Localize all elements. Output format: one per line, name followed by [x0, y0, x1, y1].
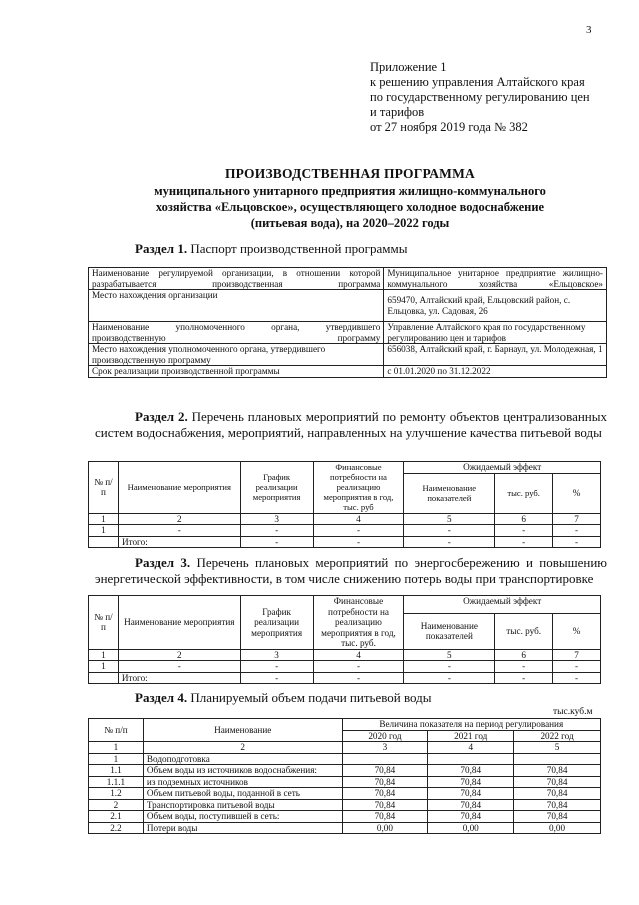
table-cell: Объем питьевой воды, поданной в сеть	[143, 788, 342, 800]
table-cell: 2.2	[89, 822, 144, 834]
table-cell: 70,84	[428, 811, 514, 823]
table-cell: 5	[404, 513, 495, 525]
table-cell: 6	[495, 513, 553, 525]
table-cell: Муниципальное унитарное предприятие жилищно-коммунального хозяйства «Ельцовское»	[384, 268, 607, 290]
table-cell: Итого:	[118, 672, 240, 684]
appendix-line: по государственному регулированию цен	[370, 90, 590, 104]
section-label: Раздел 1.	[135, 241, 188, 256]
table-cell: Итого:	[118, 536, 240, 548]
table-cell	[428, 753, 514, 765]
table-row	[89, 661, 601, 673]
table-cell: 2	[118, 649, 240, 661]
table-cell: 2	[143, 742, 342, 754]
table-cell: 4	[313, 513, 404, 525]
table-row	[89, 799, 601, 811]
table-cell: 0,00	[342, 822, 428, 834]
table-cell: -	[313, 672, 404, 684]
table-cell: 70,84	[514, 776, 601, 788]
table-row	[89, 742, 601, 754]
column-header: Наименование показателей	[404, 473, 495, 513]
column-header: График реализации мероприятия	[240, 596, 313, 650]
page-title: ПРОИЗВОДСТВЕННАЯ ПРОГРАММА	[224, 166, 475, 181]
table-cell: -	[404, 525, 495, 537]
table-cell: -	[553, 672, 601, 684]
table-cell: Водоподготовка	[143, 753, 342, 765]
column-header: Наименование показателей	[404, 613, 495, 649]
table-cell	[342, 753, 428, 765]
table-cell: Объем воды, поступившей в сеть:	[143, 811, 342, 823]
table-cell: 7	[553, 649, 601, 661]
section-label: Раздел 4.	[135, 690, 188, 705]
table-cell: 1	[89, 525, 119, 537]
table-header-row	[89, 462, 601, 474]
table-cell	[89, 536, 119, 548]
column-header: тыс. руб.	[495, 473, 553, 513]
table-cell: 3	[240, 513, 313, 525]
table-header-row	[89, 596, 601, 614]
table-cell: 70,84	[342, 765, 428, 777]
table-cell: -	[240, 536, 313, 548]
table-cell: 70,84	[428, 765, 514, 777]
table-cell: 70,84	[514, 811, 601, 823]
table-cell: с 01.01.2020 по 31.12.2022	[384, 366, 607, 378]
table-cell: 5	[404, 649, 495, 661]
table-cell	[514, 753, 601, 765]
page-subtitle	[60, 183, 639, 231]
table-cell: 6	[495, 649, 553, 661]
appendix-line: к решению управления Алтайского края	[370, 75, 585, 89]
table-cell: 1.1.1	[89, 776, 144, 788]
table-cell: 1.1	[89, 765, 144, 777]
table-cell: -	[240, 672, 313, 684]
table-cell: 70,84	[514, 799, 601, 811]
column-header: Ожидаемый эффект	[404, 462, 601, 474]
page-number: 3	[586, 24, 592, 36]
table-cell: Срок реализации производственной программы	[89, 366, 384, 378]
table-row	[89, 822, 601, 834]
table-row	[89, 765, 601, 777]
table-row	[89, 268, 607, 290]
section3-table	[88, 595, 601, 684]
table-row	[89, 788, 601, 800]
section-title: Перечень плановых мероприятий по энергосбережению и повышению энергетической эффективности, в том числе снижению потерь воды при транспортировке	[95, 555, 607, 586]
table-cell: -	[240, 525, 313, 537]
section4-heading	[135, 690, 432, 706]
appendix-line: Приложение 1	[370, 60, 447, 74]
column-header: %	[553, 473, 601, 513]
table-cell: 3	[240, 649, 313, 661]
table-cell: -	[240, 661, 313, 673]
table-total-row	[89, 672, 601, 684]
subtitle-line: (питьевая вода), на 2020–2022 годы	[250, 216, 450, 230]
column-header: Финансовые потребности на реализацию мероприятия в год, тыс. руб	[313, 462, 404, 514]
section3-heading	[95, 555, 607, 587]
column-header: № п/п	[89, 596, 119, 650]
subtitle-line: муниципального унитарного предприятия жилищно-коммунального	[154, 184, 546, 198]
column-header: № п/п	[89, 462, 119, 514]
column-header: Наименование	[143, 719, 342, 742]
table-row	[89, 776, 601, 788]
section-label: Раздел 2.	[135, 409, 188, 424]
units-label: тыс.куб.м	[553, 707, 593, 717]
table-cell: 7	[553, 513, 601, 525]
column-header: %	[553, 613, 601, 649]
column-header: График реализации мероприятия	[240, 462, 313, 514]
table-row	[89, 344, 607, 366]
table-cell: -	[313, 525, 404, 537]
table-cell: -	[553, 661, 601, 673]
table-cell: -	[404, 672, 495, 684]
appendix-line: и тарифов	[370, 105, 425, 119]
table-cell: 2	[89, 799, 144, 811]
table-cell: 70,84	[514, 788, 601, 800]
table-cell: -	[313, 661, 404, 673]
table-cell: 1	[89, 753, 144, 765]
table-cell: 1	[89, 742, 144, 754]
subtitle-line: хозяйства «Ельцовское», осуществляющего холодное водоснабжение	[155, 200, 545, 214]
table-cell: 70,84	[428, 788, 514, 800]
table-cell: 70,84	[428, 799, 514, 811]
table-cell: 3	[342, 742, 428, 754]
table-cell: 1	[89, 649, 119, 661]
table-cell: 1	[89, 661, 119, 673]
table-row	[89, 290, 607, 322]
table-cell: Наименование регулируемой организации, в отношении которой разрабатывается производственная программа	[89, 268, 384, 290]
table-cell: 1	[89, 513, 119, 525]
column-header: Величина показателя на период регулирования	[342, 719, 600, 731]
table-cell: 70,84	[342, 788, 428, 800]
column-header: 2022 год	[514, 730, 601, 742]
column-header: тыс. руб.	[495, 613, 553, 649]
section-label: Раздел 3.	[135, 555, 191, 570]
table-cell: 2	[118, 513, 240, 525]
section4-table	[88, 718, 601, 834]
table-cell: -	[118, 525, 240, 537]
column-header: Наименование мероприятия	[118, 596, 240, 650]
table-cell: 0,00	[514, 822, 601, 834]
section2-heading	[95, 409, 607, 441]
table-row	[89, 525, 601, 537]
section-title: Планируемый объем подачи питьевой воды	[190, 690, 432, 705]
table-cell: 656038, Алтайский край, г. Барнаул, ул. Молодежная, 1	[384, 344, 607, 366]
table-row	[89, 513, 601, 525]
column-header: Наименование мероприятия	[118, 462, 240, 514]
table-cell: Место нахождения уполномоченного органа, утвердившего производственную программу	[89, 344, 384, 366]
table-cell: -	[313, 536, 404, 548]
table-cell: 70,84	[342, 776, 428, 788]
table-cell: Управление Алтайского края по государственному регулированию цен и тарифов	[384, 322, 607, 344]
table-cell: 4	[428, 742, 514, 754]
table-cell: 659470, Алтайский край, Ельцовский район, с. Ельцовка, ул. Садовая, 26	[384, 290, 607, 322]
table-cell: 1.2	[89, 788, 144, 800]
appendix-line: от 27 ноября 2019 года № 382	[370, 120, 528, 134]
table-cell: 2.1	[89, 811, 144, 823]
table-cell: -	[553, 536, 601, 548]
table-cell: Потери воды	[143, 822, 342, 834]
column-header: 2021 год	[428, 730, 514, 742]
table-cell: -	[404, 536, 495, 548]
table-cell: -	[495, 661, 553, 673]
table-cell: 0,00	[428, 822, 514, 834]
section-title: Паспорт производственной программы	[190, 241, 408, 256]
table-row	[89, 811, 601, 823]
column-header: Финансовые потребности на реализацию мероприятия в год, тыс. руб.	[313, 596, 404, 650]
table-cell: Наименование уполномоченного органа, утвердившего производственную программу	[89, 322, 384, 344]
table-cell: -	[404, 661, 495, 673]
table-row	[89, 649, 601, 661]
table-cell: 70,84	[342, 811, 428, 823]
appendix-block	[370, 60, 632, 135]
table-cell: -	[553, 525, 601, 537]
section-title: Перечень плановых мероприятий по ремонту объектов централизованных систем водоснабжения, мероприятий, направленных на улучшение качества питьевой воды	[95, 409, 607, 440]
table-cell: Объем воды из источников водоснабжения:	[143, 765, 342, 777]
column-header: № п/п	[89, 719, 144, 742]
table-cell: 4	[313, 649, 404, 661]
section2-table	[88, 461, 601, 548]
table-cell	[89, 672, 119, 684]
section1-heading	[135, 241, 407, 257]
table-cell: 5	[514, 742, 601, 754]
table-row	[89, 322, 607, 344]
table-cell: -	[495, 525, 553, 537]
table-row	[89, 366, 607, 378]
column-header: 2020 год	[342, 730, 428, 742]
column-header: Ожидаемый эффект	[404, 596, 601, 614]
passport-table	[88, 267, 607, 378]
table-row	[89, 753, 601, 765]
table-cell: -	[495, 536, 553, 548]
table-cell: -	[495, 672, 553, 684]
table-cell: 70,84	[514, 765, 601, 777]
table-cell: Место нахождения организации	[89, 290, 384, 322]
table-cell: -	[118, 661, 240, 673]
table-cell: Транспортировка питьевой воды	[143, 799, 342, 811]
table-cell: из подземных источников	[143, 776, 342, 788]
table-header-row	[89, 719, 601, 731]
table-total-row	[89, 536, 601, 548]
table-cell: 70,84	[342, 799, 428, 811]
table-cell: 70,84	[428, 776, 514, 788]
